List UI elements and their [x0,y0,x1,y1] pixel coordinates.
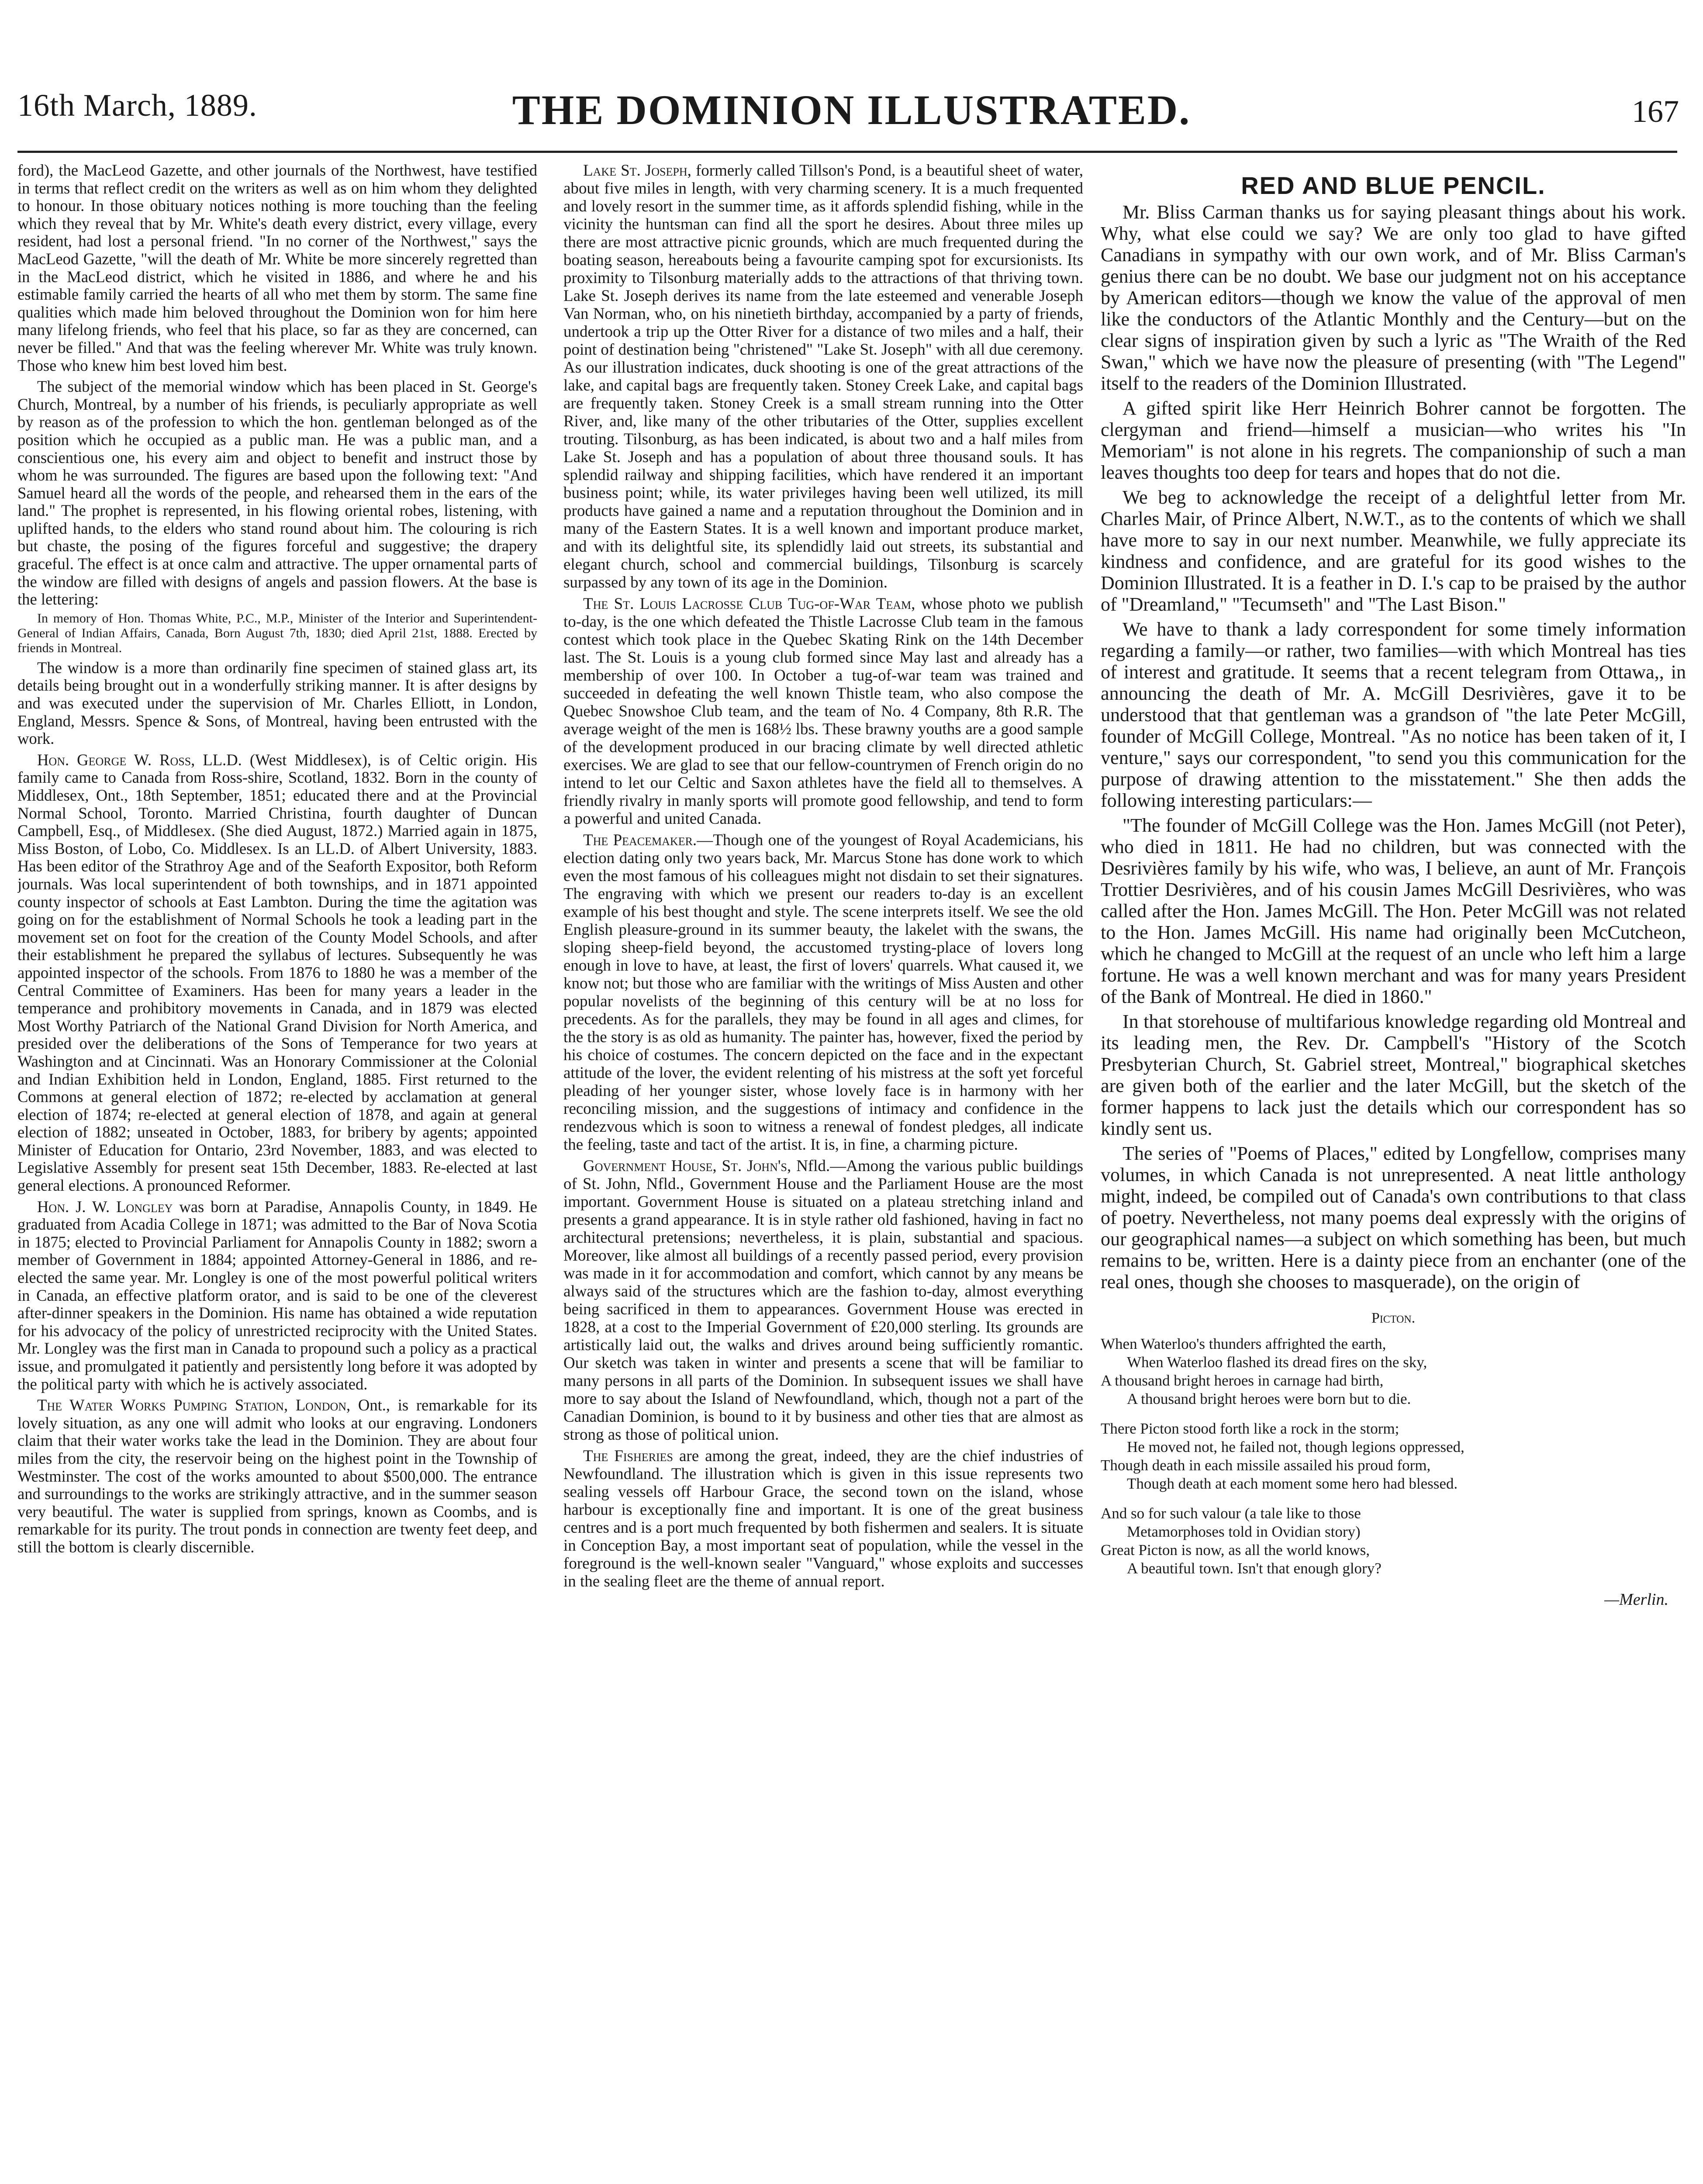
govhouse-heading: Government House, St. John's, [583,1157,791,1175]
poem [1101,1335,1686,1578]
waterworks-article [17,1396,537,1556]
peacemaker-heading: The Peacemaker. [583,831,697,849]
poem-line: Great Picton is now, as all the world knows, [1101,1541,1370,1559]
ross-biography [17,751,537,1195]
issue-date: 16th March, 1889. [17,88,257,123]
campbell-history-paragraph: In that storehouse of multifarious knowledge regarding old Montreal and its leading men, the Rev. Dr. Campbell's "History of the Scotch Presbyterian Church, St. Gabriel street, Montreal," biographical sketches are given both of the earlier and the later McGill, but the sketch of the former happens to lack just the details which our correspondent has so kindly sent us. [1101,1011,1686,1139]
ross-heading: Hon. George W. Ross, [37,750,195,769]
lacrosse-text: whose photo we publish to-day, is the one which defeated the Thistle Lacrosse Club team in the famous contest which took place in the Quebec Skating Rink on the 14th December last. The St. Louis is a young club formed since May last and already has a membership of over 100. In October a tug-of-war team was trained and succeeded in defeating the well known Thistle team, who also compose the Quebec Snowshoe Club team, and the team of No. 4 Company, 8th R.R. The average weight of the men is 168½ lbs. These brawny youths are a good sample of the development produced in our bracing climate by well directed athletic exercises. We are glad to see that our fellow-countrymen of French origin do no intend to let our Celtic and Saxon athletes have the field all to themselves. A friendly rivalry in manly sports will promote good fellowship, and tend to form a powerful and united Canada. [563,595,1083,828]
lacrosse-article [563,595,1083,828]
mair-paragraph: We beg to acknowledge the receipt of a delightful letter from Mr. Charles Mair, of Prince Albert, N.W.T., as to the contents of which we shall have more to say in our next number. Meanwhile, we fully appreciate its kindness and confidence, and are grateful for its good wishes to the Dominion Illustrated. It is a feather in D. I.'s cap to be praised by the author of "Dreamland," "Tecumseth" and "The Last Bison." [1101,487,1686,615]
middle-column [563,162,1083,2184]
masthead [0,0,1703,149]
poem-line: A thousand bright heroes were born but to die. [1127,1390,1411,1407]
section-heading: RED AND BLUE PENCIL. [1241,172,1546,199]
correspondent-paragraph: We have to thank a lady correspondent for some timely information regarding a family—or rather, two families—with which Montreal has ties of interest and gratitude. It seems that a recent telegram from Ottawa,, in announcing the death of Mr. A. McGill Desrivières, gave it to be understood that that gentleman was a grandson of "the late Peter McGill, founder of McGill College, Montreal. "As no notice has been taken of it, I venture," says our correspondent, "to send you this communication for the purpose of drawing attention to the misstatement." She then adds the following interesting particulars:— [1101,619,1686,811]
poem-line: And so for such valour (a tale like to those [1101,1505,1361,1522]
government-house-article [563,1157,1083,1444]
govhouse-text: Nfld.—Among the various public buildings of St. John, Nfld., Government House and the Parliament House are the most important. Government House is situated on a plateau stretching inland and presents a grand appearance. It is in style rather old fashioned, having in fact no architectural pretensions; nevertheless, it is plain, substantial and spacious. Moreover, like almost all buildings of a recently passed period, every provision was made in it for accommodation and comfort, which cannot by any means be always said of the structures which are the fashion to-day, almost everything being sacrificed in them to appearances. Government House was erected in 1828, at a cost to the Imperial Government of £20,000 sterling. Its grounds are artistically laid out, the walks and drives around being sufficiently romantic. Our sketch was taken in winter and presents a scene that will be familiar to many persons in all parts of the Dominion. In subsequent issues we shall have more to say about the Island of Newfoundland, which, though not a part of the Canadian Dominion, is bound to it by business and other ties that are almost as strong as those of political union. [563,1157,1083,1444]
waterworks-text: Ont., is remarkable for its lovely situation, as any one will admit who looks at our engraving. Londoners claim that their water works take the lead in the Dominion. They are about four miles from the city, the reservoir being on the highest point in the Township of Westminster. The cost of the works amounted to about $500,000. The entrance and surroundings to the works are strikingly attractive, and in the summer season very beautiful. The water is supplied from springs, known as Coombs, and is remarkable for its purity. The trout ponds in connection are twenty feet deep, and still the bottom is clearly discernible. [17,1396,537,1556]
longley-text: was born at Paradise, Annapolis County, in 1849. He graduated from Acadia College in 1871; was admitted to the Bar of Nova Scotia in 1875; elected to Provincial Parliament for Annapolis County in 1882; sworn a member of Government in 1884; appointed Attorney-General in 1886, and re-elected the same year. Mr. Longley is one of the most powerful political writers in Canada, an effective platform orator, and is said to be one of the cleverest after-dinner speakers in the Dominion. His name has obtained a wide reputation for his advocacy of the policy of unrestricted reciprocity with the United States. Mr. Longley was the first man in Canada to propound such a policy as a practical issue, and promulgated it patiently and persistently long before it was adopted by the political party with which he is actively associated. [17,1197,537,1393]
mcgill-quote-paragraph: "The founder of McGill College was the Hon. James McGill (not Peter), who died in 1811. He had no children, but was connected with the Desrivières family by his wife, who was, I believe, an aunt of Mr. François Trottier Desrivières, and of his cousin James McGill Desrivières, who was called after the Hon. James McGill. The Hon. Peter McGill was not related to the Hon. James McGill. His name had originally been McCutcheon, which he changed to McGill at the request of an uncle who left him a large fortune. He was a well known merchant and was for many years President of the Bank of Montreal. He died in 1860." [1101,815,1686,1007]
lake-st-joseph-article [563,162,1083,591]
waterworks-heading: The Water Works Pumping Station, London, [37,1396,351,1414]
poem-line: Metamorphoses told in Ovidian story) [1127,1523,1361,1540]
poem-signature: —Merlin. [1604,1590,1668,1609]
bohrer-paragraph: A gifted spirit like Herr Heinrich Bohrer cannot be forgotten. The clergyman and friend—himself a musician—who writes his "In Memoriam" is not alone in his regrets. The companionship of such a man leaves thoughts too deep for tears and hopes that do not die. [1101,397,1686,483]
poem-line: He moved not, he failed not, though legions oppressed, [1127,1438,1465,1455]
journal-title: THE DOMINION ILLUSTRATED. [512,86,1191,133]
poem-line: A thousand bright heroes in carnage had birth, [1101,1372,1384,1389]
window-inscription: In memory of Hon. Thomas White, P.C., M.P., Minister of the Interior and Superintendent-General of Indian Affairs, Canada, Born August 7th, 1830; died April 21st, 1888. Erected by friends in Montreal. [17,611,537,655]
poem-line: Though death in each missile assailed his proud form, [1101,1457,1431,1474]
poem-line: A beautiful town. Isn't that enough glory? [1127,1560,1382,1577]
lacrosse-heading: The St. Louis Lacrosse Club Tug-of-War Team, [583,595,915,613]
header-rule [17,151,1677,153]
lake-heading: Lake St. Joseph, [583,162,691,180]
poem-line: Though death at each moment some hero had blessed. [1127,1475,1458,1492]
longley-biography [17,1198,537,1393]
left-column [17,162,537,2184]
memorial-window-paragraph: The subject of the memorial window which has been placed in St. George's Church, Montreal, by a number of his friends, is peculiarly appropriate as well by reason as of the profession to which the hon. gentleman belonged as of the position which he occupied as a public man. He was a public man, and a conscientious one, his every aim and object to benefit and instruct those by whom he was surrounded. The figures are based upon the following text: "And Samuel heard all the words of the people, and rehearsed them in the ears of the land." The prophet is represented, in his flowing oriental robes, listening, with uplifted hands, to the elders who stand round about him. The colouring is rich but chaste, the posing of the figures forceful and suggestive; the drapery graceful. The effect is at once calm and attractive. The upper ornamental parts of the window are filled with designs of angels and passion flowers. At the base is the lettering: [17,377,537,608]
fisheries-text: are among the great, indeed, they are the chief industries of Newfoundland. The illustration which is given in this issue represents two sealing vessels off Harbour Grace, the second town on the island, whose harbour is exceptionally fine and important. It is one of the great business centres and is a port much frequented by both fishermen and sealers. It is situate in Conception Bay, a most important seat of population, while the vessel in the foreground is the well-known sealer "Vanguard," whose exploits and successes in the sealing fleet are the theme of annual report. [563,1447,1083,1590]
right-column [1101,162,1686,2184]
fisheries-heading: The Fisheries [583,1447,673,1465]
ross-text: LL.D. (West Middlesex), is of Celtic origin. His family came to Canada from Ross-shire, Scotland, 1832. Born in the county of Middlesex, Ont., 18th September, 1851; educated there and at the Provincial Normal School, Toronto. Married Christina, fourth daughter of Duncan Campbell, Esq., of Middlesex. (She died August, 1872.) Married again in 1875, Miss Boston, of Lobo, Co. Middlesex. Is an LL.D. of Albert University, 1883. Has been editor of the Strathroy Age and of the Seaforth Expositor, both Reform journals. Was local superintendent of both townships, and in 1871 appointed county inspector of schools at East Lambton. During the time the agitation was going on for the establishment of Normal Schools he took a leading part in the movement set on foot for the creation of the County Model Schools, and after their establishment he prepared the syllabus of lectures. Subsequently he was appointed inspector of the schools. From 1876 to 1880 he was a member of the Central Committee of Examiners. Has been for many years a leader in the temperance and prohibitory movements in Canada, and in 1879 was elected Most Worthy Patriarch of the National Grand Division for North America, and presided over the deliberations of the Sons of Temperance for two years at Washington and at Cincinnati. Was an Honorary Commissioner at the Colonial and Indian Exhibition held in London, England, 1885. First returned to the Commons at general election of 1872; re-elected by acclamation at general election of 1874; re-elected at general election of 1878, and again at general election of 1882; unseated in October, 1883, for bribery by agents; appointed Minister of Education for Ontario, 23rd November, 1883, and was elected to Legislative Assembly for present seat 15th December, 1883. Re-elected at last general elections. A pronounced Reformer. [17,750,537,1195]
longley-heading: Hon. J. W. Longley [37,1197,173,1216]
peacemaker-article [563,831,1083,1154]
poems-of-places-paragraph: The series of "Poems of Places," edited by Longfellow, comprises many volumes, in which Canada is not unrepresented. A neat little anthology might, indeed, be compiled out of Canada's own contributions to that class of poetry. Nevertheless, not many poems deal expressly with the origins of our geographical names—a subject on which something has been, but much remains to be, written. Here is a dainty piece from an enchanter (one of the real ones, though she chooses to masquerade), on the origin of [1101,1143,1686,1292]
poem-line: When Waterloo's thunders affrighted the earth, [1101,1335,1386,1352]
poem-stanza [1101,1420,1686,1493]
poem-stanza [1101,1504,1686,1578]
poem-line: There Picton stood forth like a rock in the storm; [1101,1420,1399,1437]
poem-title: Picton. [1371,1310,1416,1326]
poem-stanza [1101,1335,1686,1408]
peacemaker-text: —Though one of the youngest of Royal Academicians, his election dating only two years back, Mr. Marcus Stone has done work to which even the most famous of his colleagues might not disdain to set their signatures. The engraving with which we present our readers to-day is an excellent example of his best thought and style. The scene interprets itself. We see the old English pleasure-ground in its summer beauty, the lakelet with the swans, the sloping sheep-field beyond, the accustomed trysting-place of lovers long enough in love to have, at least, the first of lovers' quarrels. What caused it, we know not; but those who are familiar with the writings of Miss Austen and other popular novelists of the beginning of this century will be at no loss for precedents. As for the parallels, they may be found in all ages and climes, for the the story is as old as humanity. The painter has, however, fixed the period by his choice of costumes. The concern depicted on the face and in the expectant attitude of the lover, the evident relenting of his mistress at the soft yet forceful pleading of her younger sister, whose lovely face is in harmony with her reconciling mission, and the suggestions of intimacy and confidence in the rendezvous which is soon to witness a renewal of fondest pledges, all indicate the feeling, taste and tact of the artist. It is, in fine, a charming picture. [563,831,1083,1154]
window-description-paragraph: The window is a more than ordinarily fine specimen of stained glass art, its details being brought out in a wonderfully striking manner. It is after designs by and was executed under the supervision of Mr. Charles Elliott, in London, England, Messrs. Spence & Sons, of Montreal, having been entrusted with the work. [17,658,537,748]
carman-paragraph: Mr. Bliss Carman thanks us for saying pleasant things about his work. Why, what else could we say? We are only too glad to have gifted Canadians in sympathy with our own work, and of Mr. Bliss Carman's genius there can be no doubt. We base our judgment not on his acceptance by American editors—though we know the value of the approval of men like the conductors of the Atlantic Monthly and the Century—but on the clear signs of inspiration given by such a lyric as "The Wraith of the Red Swan," which we have now the pleasure of presenting (with "The Legend" itself to the readers of the Dominion Illustrated. [1101,201,1686,394]
fisheries-article [563,1447,1083,1590]
page-number: 167 [1632,94,1679,129]
poem-line: When Waterloo flashed its dread fires on the sky, [1127,1354,1427,1371]
white-obituary-paragraph: ford), the MacLeod Gazette, and other journals of the Northwest, have testified in terms that reflect credit on the writers as well as on him whom they delighted to honour. In those obituary notices nothing is more touching than the feeling which they reveal that by Mr. White's death every district, every village, every resident, had lost a personal friend. "In no corner of the Northwest," says the MacLeod Gazette, "will the death of Mr. White be more sincerely regretted than in the MacLeod district, which he visited in 1886, and where he and his estimable family carried the hearts of all who met them by storm. The same fine qualities which made him beloved throughout the Dominion won for him here many lifelong friends, who feel that his place, so far as they are concerned, can never be filled." And that was the feeling wherever Mr. White was truly known. Those who knew him best loved him best. [17,162,537,374]
lake-text: formerly called Tillson's Pond, is a beautiful sheet of water, about five miles in length, with very charming scenery. It is a much frequented and lovely resort in the summer time, as it affords splendid fishing, while in the vicinity the huntsman can find all the sport he desires. About three miles up there are most attractive picnic grounds, which are much frequented during the boating season, hereabouts being a favourite camping spot for excursionists. Its proximity to Tilsonburg materially adds to the attractions of that thriving town. Lake St. Joseph derives its name from the late esteemed and venerable Joseph Van Norman, who, on his ninetieth birthday, accompanied by a party of friends, undertook a trip up the Otter River for a distance of two miles and a half, their point of destination being "christened" "Lake St. Joseph" with all due ceremony. As our illustration indicates, duck shooting is one of the great attractions of the lake, and capital bags are frequently taken. Stoney Creek Lake, and capital bags are frequently taken. Stoney Creek is a small stream running into the Otter River, and, like many of the other tributaries of the Otter, supplies excellent trouting. Tilsonburg, as has been indicated, is about two and a half miles from Lake St. Joseph and has a population of about three thousand souls. It has splendid railway and shipping facilities, which have rendered it an important business point; while, its water privileges having been well utilized, its mill products have gained a name and a reputation throughout the Dominion and in many of the Eastern States. It is a well known and important produce market, and with its delightful site, its splendidly laid out streets, its substantial and elegant church, school and commercial buildings, Tilsonburg is scarcely surpassed by any town of its age in the Dominion. [563,162,1083,591]
